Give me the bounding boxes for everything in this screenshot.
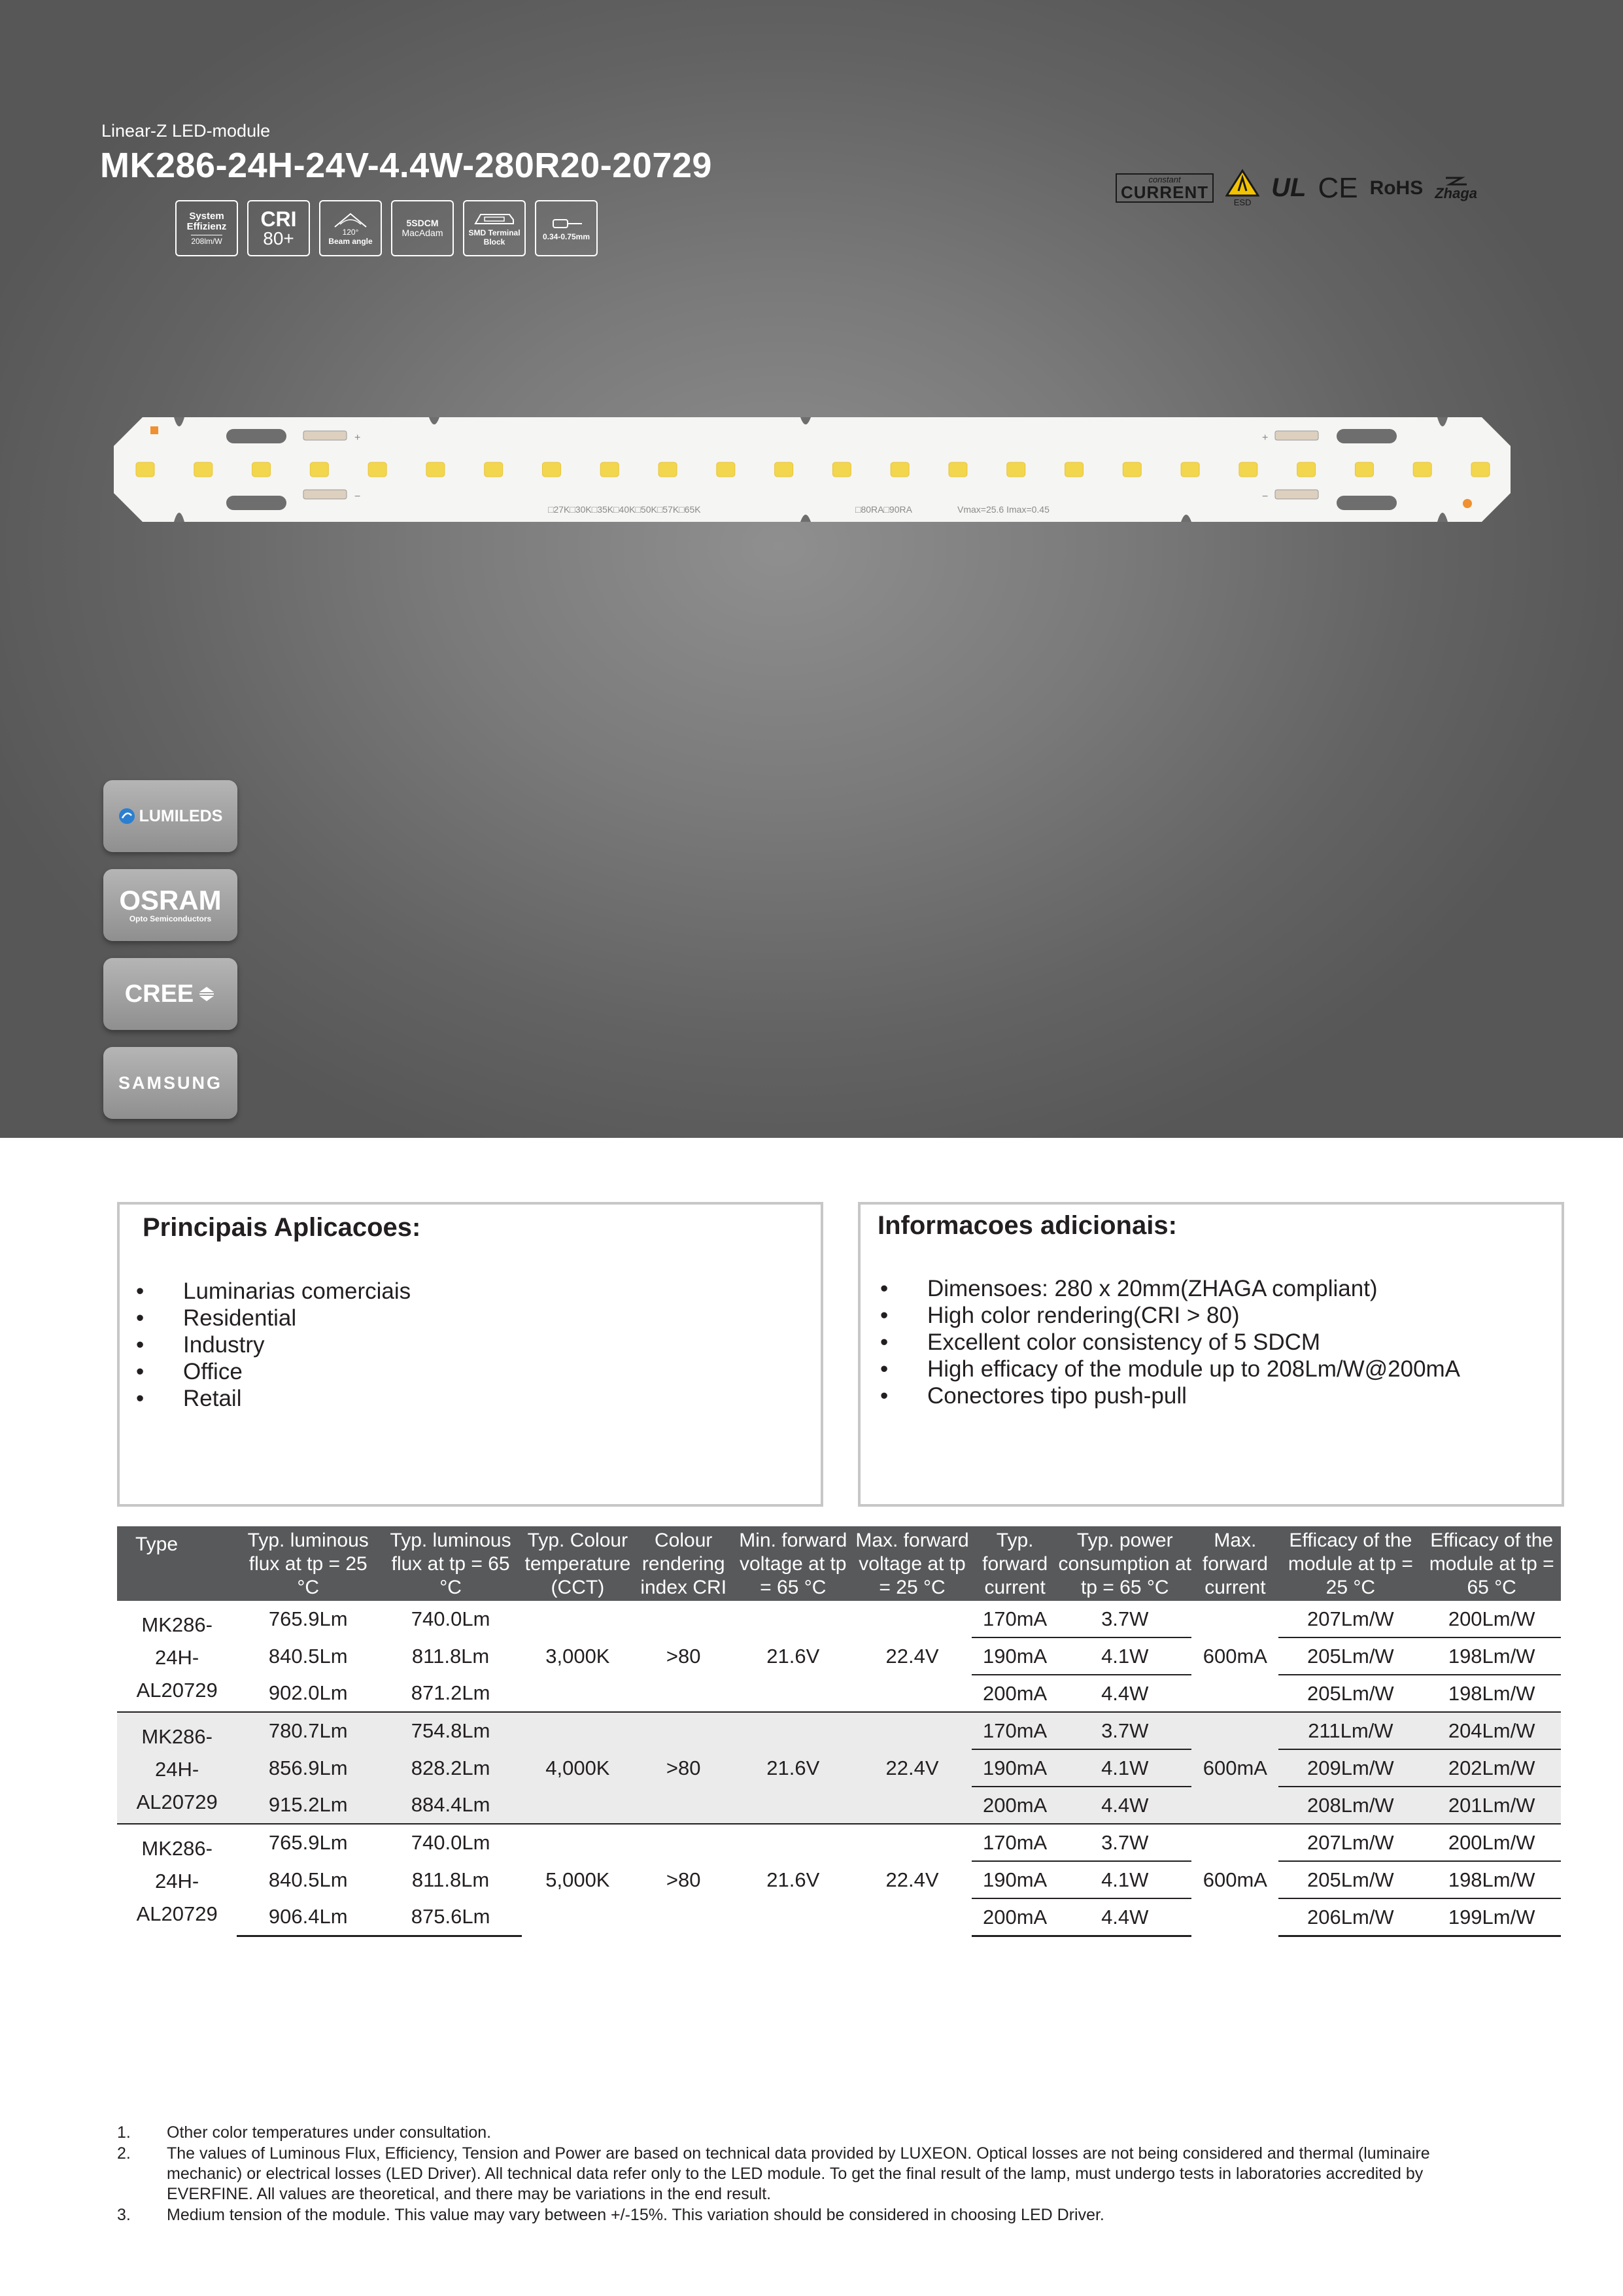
sdcm-badge-line2: MacAdam bbox=[401, 228, 443, 238]
cree-icon bbox=[197, 985, 216, 1003]
flux-65-cell: 871.2Lm bbox=[411, 1681, 490, 1704]
additional-info-list bbox=[927, 1275, 1460, 1409]
list-item: • Dimensoes: 280 x 20mm(ZHAGA compliant) bbox=[927, 1275, 1460, 1302]
flux-65-cell: 884.4Lm bbox=[379, 1787, 522, 1824]
led-chip bbox=[368, 462, 386, 477]
power-cell: 3.7W bbox=[1058, 1601, 1191, 1637]
vmin-cell: 21.6V bbox=[734, 1824, 853, 1936]
applications-list bbox=[183, 1278, 411, 1412]
flux-25-cell: 765.9Lm bbox=[237, 1824, 379, 1861]
table-row bbox=[117, 1824, 1561, 1861]
hero-banner bbox=[0, 0, 1623, 1138]
terminal-badge bbox=[463, 200, 526, 256]
efficacy-65-cell: 201Lm/W bbox=[1422, 1787, 1561, 1824]
led-chip bbox=[1355, 462, 1373, 477]
cri-cell: >80 bbox=[634, 1712, 734, 1824]
flux-25-cell: 765.9Lm bbox=[268, 1607, 348, 1630]
beam-angle-value: 120° bbox=[342, 228, 359, 237]
current-cell: 170mA bbox=[972, 1824, 1058, 1861]
led-chip bbox=[832, 462, 851, 477]
footnote-number: 2. bbox=[117, 2144, 131, 2163]
brand-osram-name: OSRAM bbox=[119, 885, 222, 916]
led-brand-list bbox=[103, 780, 237, 1136]
led-chip bbox=[1123, 462, 1141, 477]
flux-65-cell: 875.6Lm bbox=[379, 1898, 522, 1936]
wire-gauge-icon bbox=[547, 214, 586, 233]
vmax-cell: 22.4V bbox=[853, 1712, 972, 1824]
flux-65-cell: 740.0Lm bbox=[379, 1824, 522, 1861]
column-header: Max. forward current bbox=[1191, 1526, 1278, 1601]
flux-25-cell: 780.7Lm bbox=[237, 1712, 379, 1749]
efficacy-25-cell: 206Lm/W bbox=[1278, 1898, 1422, 1936]
table-row bbox=[117, 1712, 1561, 1749]
list-item: • Residential bbox=[183, 1305, 411, 1331]
list-item: • High color rendering(CRI > 80) bbox=[927, 1302, 1460, 1329]
led-chip bbox=[949, 462, 967, 477]
max-current-cell: 600mA bbox=[1203, 1644, 1267, 1668]
footnote-text: The values of Luminous Flux, Efficiency, Tension and Power are based on technical data provided by LUXEON. Optical losses are not being considered and thermal (luminaire mechanic) or electrical losses (LED Driver). All technical data refer only to the LED module. To get the final result of the lamp, must undergo tests in laboratories accredited by EVERFINE. All values are theoretical, and there may be variations in the end result. bbox=[167, 2144, 1430, 2203]
led-chip bbox=[1065, 462, 1084, 477]
current-cell: 200mA bbox=[972, 1787, 1058, 1824]
brand-lumileds bbox=[103, 780, 237, 852]
type-cell bbox=[117, 1601, 237, 1712]
power-cell: 4.1W bbox=[1058, 1637, 1191, 1675]
flux-25-cell: 902.0Lm bbox=[268, 1681, 348, 1704]
brand-osram bbox=[103, 869, 237, 941]
flux-65-cell: 740.0Lm bbox=[411, 1607, 490, 1630]
esd-warning-icon bbox=[1225, 169, 1259, 197]
efficacy-25-cell: 207Lm/W bbox=[1278, 1824, 1422, 1861]
list-item: • Conectores tipo push-pull bbox=[927, 1382, 1460, 1409]
column-header: Typ. power consumption at tp = 65 °C bbox=[1058, 1526, 1191, 1601]
led-chip bbox=[310, 462, 328, 477]
led-module-board bbox=[114, 417, 1511, 522]
table-body bbox=[117, 1601, 1561, 1936]
column-header: Typ. luminous flux at tp = 25 °C bbox=[237, 1526, 379, 1601]
power-cell: 4.4W bbox=[1101, 1681, 1149, 1705]
cct-cell: 3,000K bbox=[545, 1644, 610, 1668]
efficacy-25-cell: 205Lm/W bbox=[1278, 1861, 1422, 1898]
led-chip bbox=[1297, 462, 1316, 477]
cct-options-text: □27K□30K□35K□40K□50K□57K□65K bbox=[548, 504, 701, 515]
beam-angle-icon bbox=[331, 210, 370, 228]
brand-lumileds-name: LUMILEDS bbox=[139, 806, 223, 825]
wire-badge bbox=[535, 200, 598, 256]
additional-info-title: Informacoes adicionais: bbox=[878, 1211, 1177, 1240]
column-header: Min. forward voltage at tp = 65 °C bbox=[734, 1526, 853, 1601]
lumileds-icon bbox=[118, 808, 135, 825]
current-cell: 190mA bbox=[972, 1749, 1058, 1787]
sdcm-badge bbox=[391, 200, 454, 256]
current-cell: 200mA bbox=[972, 1898, 1058, 1936]
efficiency-badge bbox=[175, 200, 238, 256]
led-chip bbox=[1471, 462, 1490, 477]
current-cell: 200mA bbox=[983, 1681, 1048, 1705]
type-line: MK286- bbox=[141, 1724, 213, 1748]
efficiency-badge-value: 208lm/W bbox=[191, 235, 222, 246]
list-item: • Luminarias comerciais bbox=[183, 1278, 411, 1305]
constant-current-small: constant bbox=[1148, 175, 1181, 184]
efficacy-25-cell: 211Lm/W bbox=[1278, 1712, 1422, 1749]
cri-cell: >80 bbox=[666, 1644, 701, 1668]
led-chip bbox=[194, 462, 213, 477]
product-title: MK286-24H-24V-4.4W-280R20-20729 bbox=[100, 146, 712, 185]
cri-badge-value: 80+ bbox=[263, 228, 294, 248]
brand-samsung bbox=[103, 1047, 237, 1119]
column-header: Colour rendering index CRI bbox=[634, 1526, 734, 1601]
led-chip bbox=[775, 462, 793, 477]
efficacy-65-cell: 202Lm/W bbox=[1422, 1749, 1561, 1787]
type-line: 24H- bbox=[155, 1870, 199, 1893]
led-chip bbox=[1007, 462, 1025, 477]
certification-logos bbox=[1116, 169, 1477, 207]
constant-current-logo bbox=[1116, 173, 1214, 203]
applications-title: Principais Aplicacoes: bbox=[143, 1213, 421, 1242]
type-line: 24H- bbox=[155, 1757, 199, 1781]
footnote-number: 3. bbox=[117, 2206, 131, 2224]
list-item: • Retail bbox=[183, 1385, 411, 1412]
zhaga-logo bbox=[1435, 176, 1477, 201]
flux-25-cell: 856.9Lm bbox=[237, 1749, 379, 1787]
module-plus-right: + bbox=[1262, 432, 1269, 443]
current-cell: 170mA bbox=[972, 1712, 1058, 1749]
flux-25-cell: 906.4Lm bbox=[237, 1898, 379, 1936]
led-chip bbox=[600, 462, 619, 477]
vmin-cell: 21.6V bbox=[766, 1644, 820, 1668]
flux-25-cell: 915.2Lm bbox=[237, 1787, 379, 1824]
efficacy-65-cell: 199Lm/W bbox=[1422, 1898, 1561, 1936]
efficacy-65-cell: 198Lm/W bbox=[1422, 1861, 1561, 1898]
brand-osram-sub: Opto Semiconductors bbox=[129, 914, 212, 923]
led-chip bbox=[891, 462, 909, 477]
efficacy-25-cell: 205Lm/W bbox=[1278, 1637, 1422, 1675]
efficacy-25-cell: 207Lm/W bbox=[1278, 1601, 1422, 1637]
brand-samsung-name: SAMSUNG bbox=[118, 1072, 222, 1093]
terminal-badge-line2: Block bbox=[483, 237, 505, 247]
cri-options-text: □80RA□90RA bbox=[855, 504, 912, 515]
max-current-cell: 600mA bbox=[1191, 1712, 1278, 1824]
efficacy-65-cell: 204Lm/W bbox=[1422, 1712, 1561, 1749]
efficiency-badge-line1: System bbox=[189, 210, 224, 222]
vmin-cell: 21.6V bbox=[734, 1712, 853, 1824]
brand-cree-logo bbox=[125, 980, 216, 1008]
fiducial-mark bbox=[150, 426, 158, 434]
column-header: Max. forward voltage at tp = 25 °C bbox=[853, 1526, 972, 1601]
table-header-row bbox=[117, 1526, 1561, 1601]
led-chip bbox=[658, 462, 677, 477]
efficiency-badge-line2: Effizienz bbox=[186, 221, 227, 232]
additional-info-box bbox=[858, 1202, 1564, 1507]
module-minus-left: − bbox=[354, 491, 361, 502]
brand-cree bbox=[103, 958, 237, 1030]
module-minus-right: − bbox=[1262, 491, 1269, 502]
vmax-cell: 22.4V bbox=[853, 1824, 972, 1936]
column-header: Efficacy of the module at tp = 65 °C bbox=[1422, 1526, 1561, 1601]
list-item: • High efficacy of the module up to 208Lm/W@200mA bbox=[927, 1356, 1460, 1382]
power-cell: 4.4W bbox=[1058, 1898, 1191, 1936]
rohs-logo: RoHS bbox=[1369, 177, 1424, 199]
led-chip bbox=[717, 462, 735, 477]
type-line: AL20729 bbox=[136, 1790, 218, 1813]
current-cell: 190mA bbox=[972, 1637, 1058, 1675]
table-row bbox=[117, 1601, 1561, 1637]
applications-box bbox=[117, 1202, 823, 1507]
esd-label: ESD bbox=[1233, 197, 1252, 207]
flux-65-cell: 754.8Lm bbox=[379, 1712, 522, 1749]
vmax-cell: 22.4V bbox=[885, 1644, 939, 1668]
electrical-rating-text: Vmax=25.6 Imax=0.45 bbox=[957, 504, 1050, 515]
power-cell: 4.1W bbox=[1058, 1861, 1191, 1898]
power-cell: 4.1W bbox=[1058, 1749, 1191, 1787]
list-item: • Excellent color consistency of 5 SDCM bbox=[927, 1329, 1460, 1356]
column-header: Type bbox=[117, 1526, 237, 1601]
flux-65-cell: 811.8Lm bbox=[411, 1868, 490, 1891]
module-plus-left: + bbox=[354, 432, 361, 443]
flux-25-cell: 840.5Lm bbox=[268, 1868, 348, 1891]
efficacy-25-cell: 205Lm/W bbox=[1307, 1681, 1394, 1705]
cct-cell: 5,000K bbox=[522, 1824, 634, 1936]
led-chip bbox=[1413, 462, 1431, 477]
footnote-text: Medium tension of the module. This value may vary between +/-15%. This variation should be considered in choosing LED Driver. bbox=[167, 2206, 1104, 2224]
type-line: AL20729 bbox=[136, 1902, 218, 1926]
footnote-number: 1. bbox=[117, 2123, 131, 2142]
efficacy-65-cell: 198Lm/W bbox=[1422, 1637, 1561, 1675]
cri-badge-label: CRI bbox=[260, 207, 297, 231]
efficacy-65-cell: 200Lm/W bbox=[1422, 1824, 1561, 1861]
flux-25-cell: 840.5Lm bbox=[268, 1644, 348, 1668]
list-item: • Industry bbox=[183, 1331, 411, 1358]
led-chip bbox=[485, 462, 503, 477]
wire-badge-label: 0.34-0.75mm bbox=[542, 232, 590, 242]
brand-lumileds-logo bbox=[118, 807, 223, 826]
column-header: Efficacy of the module at tp = 25 °C bbox=[1278, 1526, 1422, 1601]
esd-logo bbox=[1225, 169, 1259, 207]
led-chip bbox=[542, 462, 560, 477]
beam-angle-badge bbox=[319, 200, 382, 256]
type-cell bbox=[117, 1712, 237, 1824]
efficacy-25-cell: 209Lm/W bbox=[1278, 1749, 1422, 1787]
efficacy-65-cell: 198Lm/W bbox=[1448, 1681, 1535, 1705]
product-subtitle: Linear-Z LED-module bbox=[101, 121, 271, 141]
cri-cell: >80 bbox=[634, 1824, 734, 1936]
power-cell: 3.7W bbox=[1058, 1712, 1191, 1749]
type-line: MK286- bbox=[141, 1613, 213, 1636]
efficacy-65-cell: 200Lm/W bbox=[1422, 1601, 1561, 1637]
feature-badges bbox=[175, 200, 598, 256]
footnote-text: Other color temperatures under consultation. bbox=[167, 2123, 492, 2142]
led-chip bbox=[1239, 462, 1257, 477]
column-header: Typ. forward current bbox=[972, 1526, 1058, 1601]
ul-logo: UL bbox=[1271, 173, 1307, 202]
power-cell: 3.7W bbox=[1058, 1824, 1191, 1861]
efficacy-25-cell: 208Lm/W bbox=[1278, 1787, 1422, 1824]
brand-cree-name: CREE bbox=[124, 980, 194, 1008]
led-chip bbox=[1181, 462, 1199, 477]
fiducial-dot bbox=[1463, 499, 1472, 508]
led-chip bbox=[252, 462, 271, 477]
column-header: Typ. luminous flux at tp = 65 °C bbox=[379, 1526, 522, 1601]
cri-badge bbox=[247, 200, 310, 256]
power-cell: 4.4W bbox=[1058, 1787, 1191, 1824]
terminal-badge-line1: SMD Terminal bbox=[468, 228, 521, 238]
led-chip bbox=[136, 462, 154, 477]
flux-65-cell: 828.2Lm bbox=[379, 1749, 522, 1787]
type-cell bbox=[117, 1824, 237, 1936]
cct-cell: 4,000K bbox=[522, 1712, 634, 1824]
sdcm-badge-line1: 5SDCM bbox=[406, 217, 439, 228]
terminal-block-icon bbox=[471, 209, 517, 229]
type-line: AL20729 bbox=[136, 1678, 218, 1702]
list-item: • Office bbox=[183, 1358, 411, 1385]
type-line: MK286- bbox=[141, 1837, 213, 1860]
ce-logo: CE bbox=[1318, 171, 1358, 204]
beam-angle-label: Beam angle bbox=[328, 237, 373, 246]
led-chip bbox=[426, 462, 445, 477]
spec-table bbox=[117, 1526, 1561, 1937]
column-header: Typ. Colour temperature (CCT) bbox=[522, 1526, 634, 1601]
zhaga-label: Zhaga bbox=[1435, 184, 1478, 201]
max-current-cell: 600mA bbox=[1191, 1824, 1278, 1936]
flux-65-cell: 811.8Lm bbox=[411, 1644, 490, 1668]
constant-current-big: CURRENT bbox=[1121, 182, 1209, 202]
current-cell: 170mA bbox=[972, 1601, 1058, 1637]
current-cell: 190mA bbox=[972, 1861, 1058, 1898]
type-line: 24H- bbox=[155, 1645, 199, 1669]
